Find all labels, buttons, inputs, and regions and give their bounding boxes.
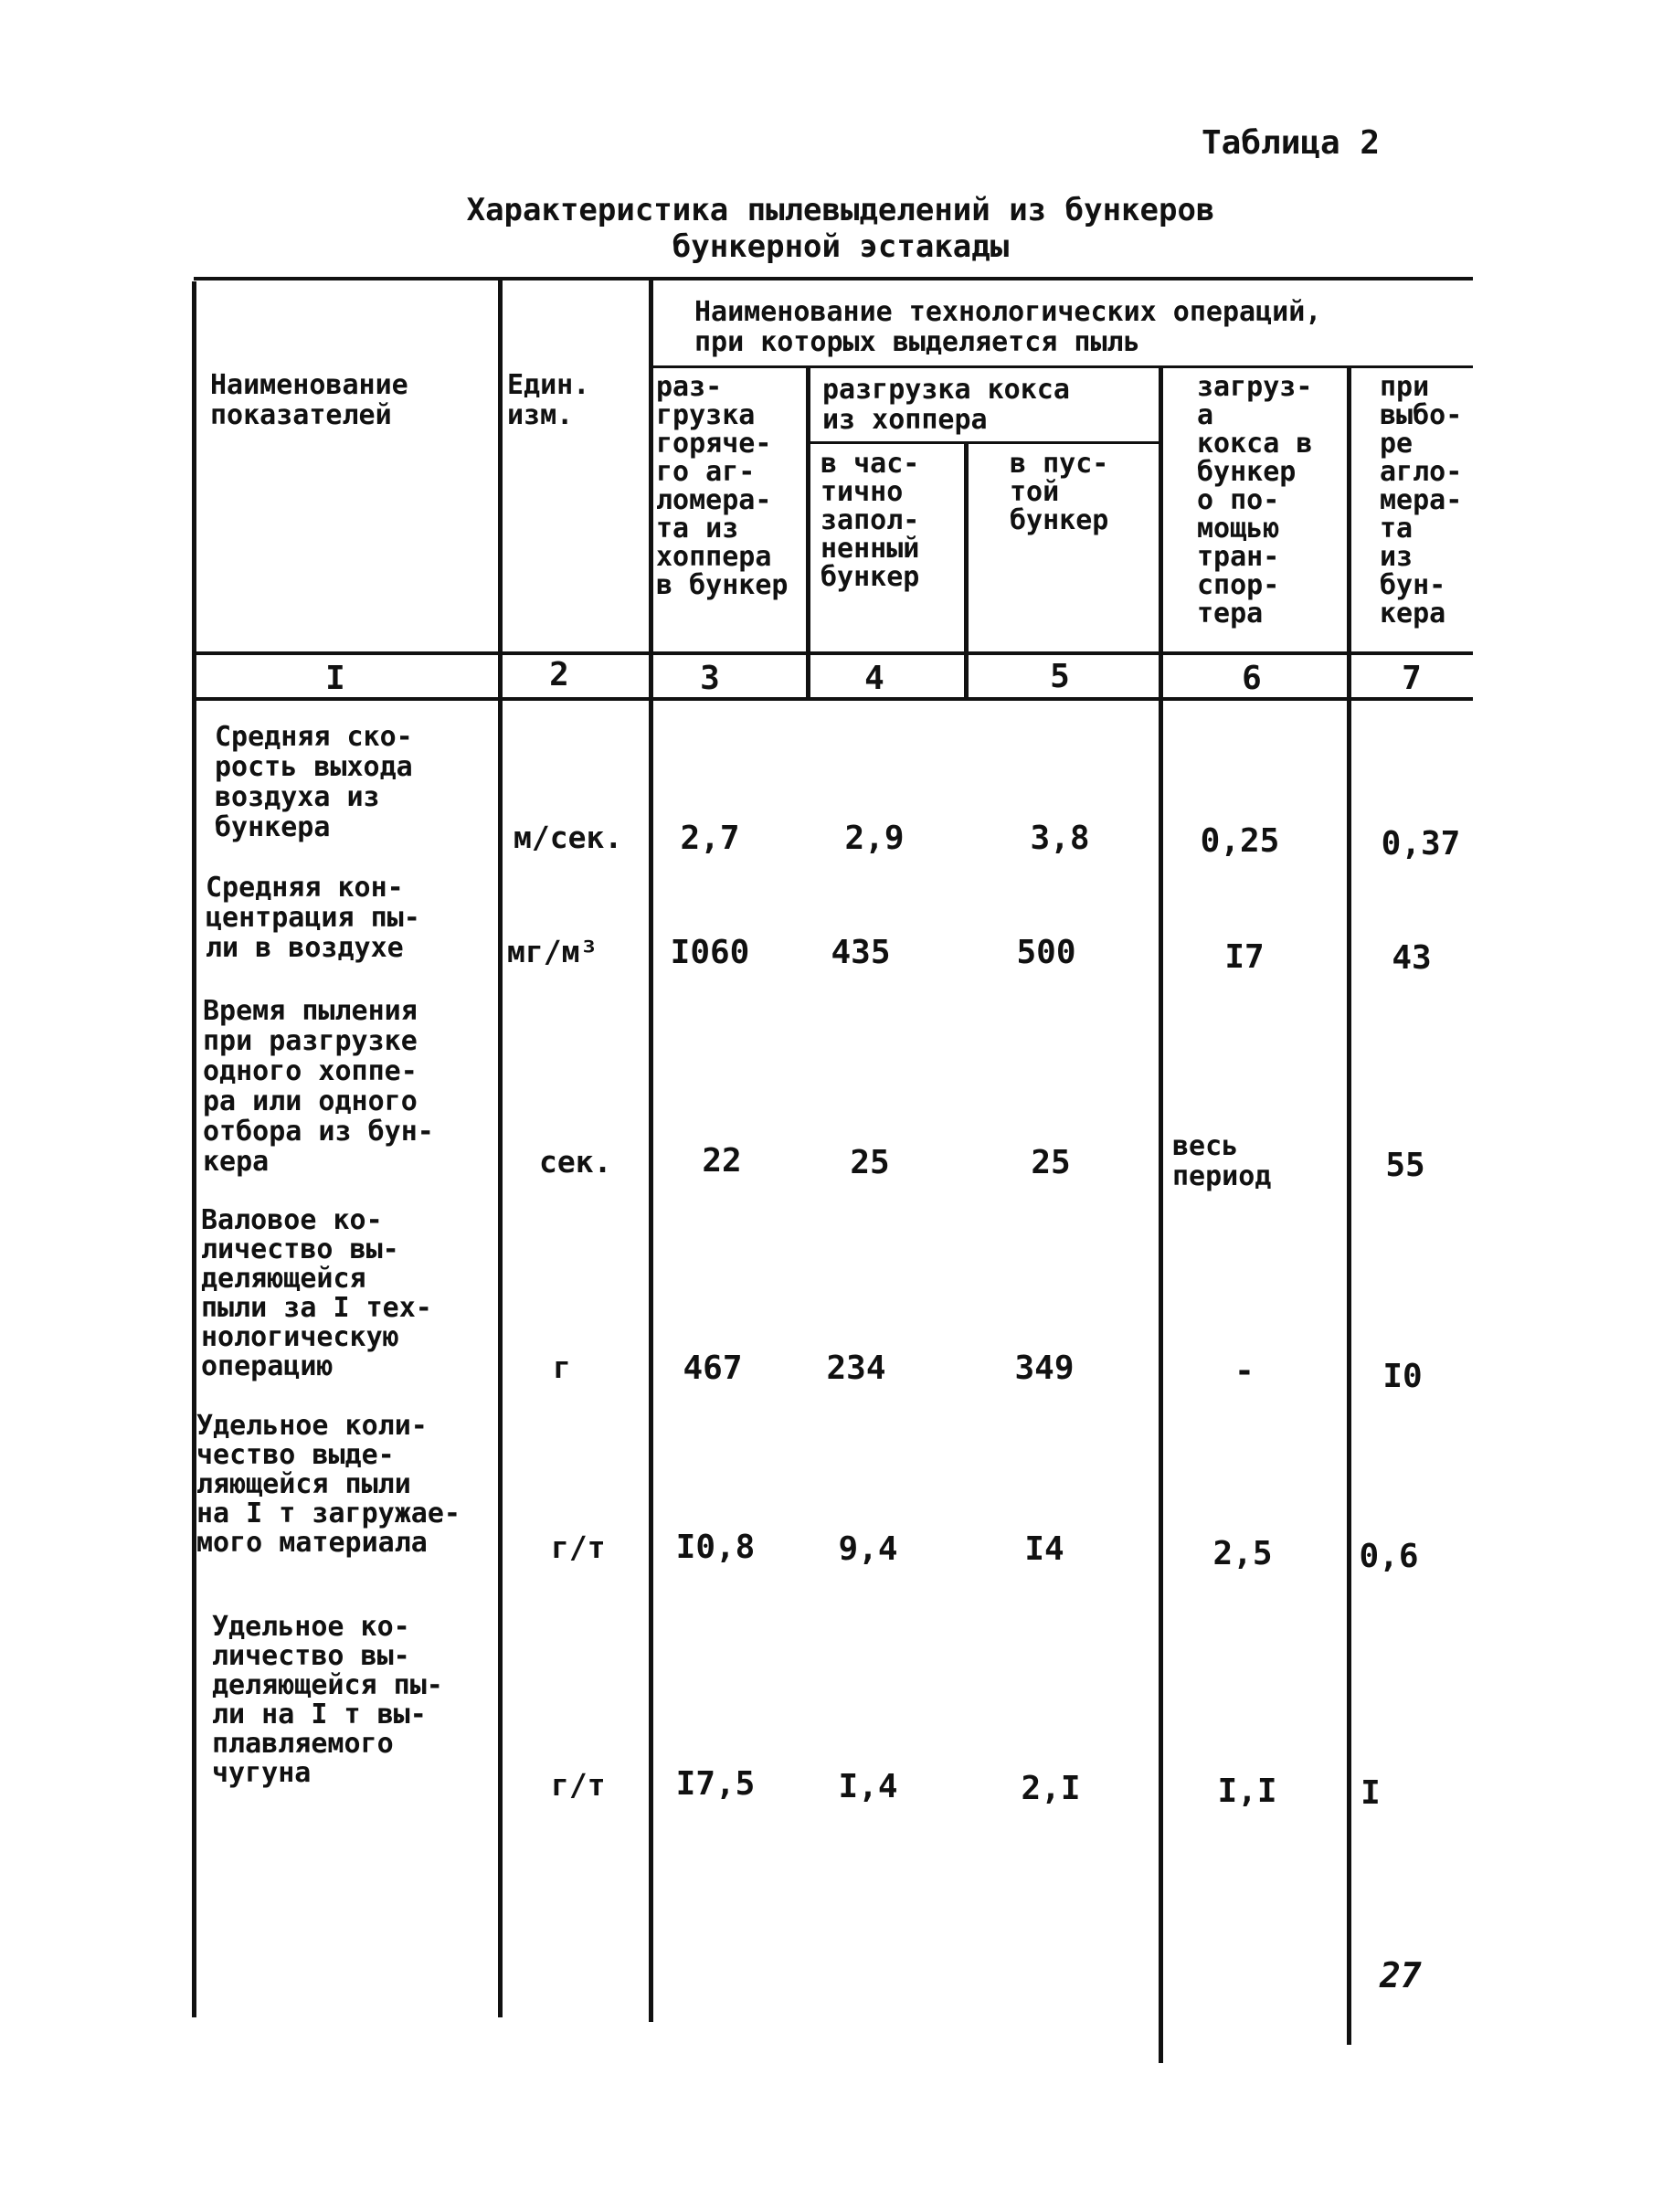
column-number-6: 6 (1242, 660, 1262, 697)
column-number-5: 5 (1050, 658, 1070, 695)
row-label: Средняя ско- рость выхода воздуха из бункера (215, 721, 413, 843)
row-value: I060 (670, 934, 750, 971)
col-divider-5 (1159, 368, 1163, 2063)
row-value: I0,8 (675, 1529, 756, 1566)
colnum-bottom-border (194, 697, 1473, 701)
row-unit: сек. (539, 1144, 612, 1180)
row-label: Удельное коли- чество выде- ляющейся пыли на I т загружае- мого материала (196, 1410, 461, 1559)
row-value: 9,4 (838, 1530, 898, 1568)
row-value: 25 (850, 1144, 890, 1181)
header-col6: загруз- а кокса в бункер о по- мощью тран- спор- тера (1197, 371, 1313, 630)
header-operations-group: Наименование технологических операций, при которых выделяется пыль (694, 296, 1322, 358)
header-col7: при выбо- ре агло- мера- та из бун- кера (1380, 371, 1463, 630)
row-unit: г (553, 1349, 571, 1385)
column-number-3: 3 (700, 660, 720, 697)
row-label: Время пыления при разгрузке одного хоппе- ра или одного отбора из бун- кера (203, 995, 434, 1178)
row-value: 467 (683, 1349, 743, 1387)
header-indicator: Наименование показателей (210, 369, 408, 431)
row-value: 435 (831, 934, 891, 971)
header-coke-group: разгрузка кокса из хоппера (822, 374, 1070, 436)
table-label: Таблица 2 (1202, 124, 1381, 162)
header-unit: Един. изм. (507, 369, 590, 431)
table-top-border (194, 277, 1473, 280)
row-value: 55 (1385, 1147, 1425, 1184)
row-value: 2,9 (844, 820, 905, 857)
row-label: Валовое ко- личество вы- деляющейся пыли за I тех- нологическую операцию (201, 1204, 432, 1382)
header-col3: раз- грузка горяче- го аг- ломера- та из хоппера в бункер (656, 371, 789, 601)
table-title: Характеристика пылевыделений из бункеров бункерной эстакады (466, 192, 1215, 265)
row-value: 0,37 (1381, 825, 1461, 863)
column-number-4: 4 (864, 660, 884, 697)
row-value: - (1234, 1352, 1255, 1390)
row-value: I,I (1217, 1773, 1277, 1810)
row-label: Средняя кон- центрация пы- ли в воздухе (206, 872, 420, 964)
row-label: Удельное ко- личество вы- деляющейся пы- ли на I т вы- плавляемого чугуна (212, 1611, 443, 1789)
row-value: I (1361, 1774, 1381, 1812)
row-value: 22 (702, 1142, 742, 1180)
column-number-2: 2 (549, 656, 569, 693)
row-value: 3,8 (1030, 820, 1090, 857)
row-value: I7 (1224, 938, 1265, 976)
col-divider-3 (806, 368, 810, 697)
row-value: 234 (826, 1349, 886, 1387)
row-value: весь период (1172, 1130, 1272, 1192)
row-value: 349 (1014, 1349, 1075, 1387)
row-unit: мг/м³ (507, 934, 598, 969)
row-unit: г/т (551, 1529, 606, 1565)
row-value: 2,7 (680, 820, 740, 857)
column-number-1: I (325, 660, 345, 697)
row-value: 2,5 (1212, 1535, 1273, 1572)
row-value: I,4 (838, 1768, 898, 1805)
header-coke-divider (809, 441, 1160, 444)
col-divider-4 (964, 441, 969, 697)
row-value: 2,I (1021, 1770, 1081, 1807)
row-value: 0,25 (1200, 822, 1280, 860)
row-value: I0 (1382, 1358, 1423, 1395)
page-number: 27 (1380, 1955, 1422, 1995)
row-value: I4 (1024, 1530, 1064, 1568)
col-divider-1 (498, 277, 503, 2017)
row-value: 0,6 (1359, 1538, 1419, 1575)
row-value: 500 (1016, 934, 1076, 971)
column-number-7: 7 (1402, 660, 1422, 697)
row-unit: м/сек. (514, 820, 623, 855)
header-col5: в пус- той бункер (1010, 448, 1109, 536)
row-value: I7,5 (675, 1765, 756, 1803)
header-col4: в час- тично запол- ненный бункер (821, 448, 920, 593)
row-unit: г/т (551, 1767, 606, 1803)
row-value: 43 (1392, 939, 1432, 977)
col-divider-0 (192, 281, 196, 2017)
row-value: 25 (1031, 1144, 1071, 1181)
header-bottom-border (194, 651, 1473, 655)
